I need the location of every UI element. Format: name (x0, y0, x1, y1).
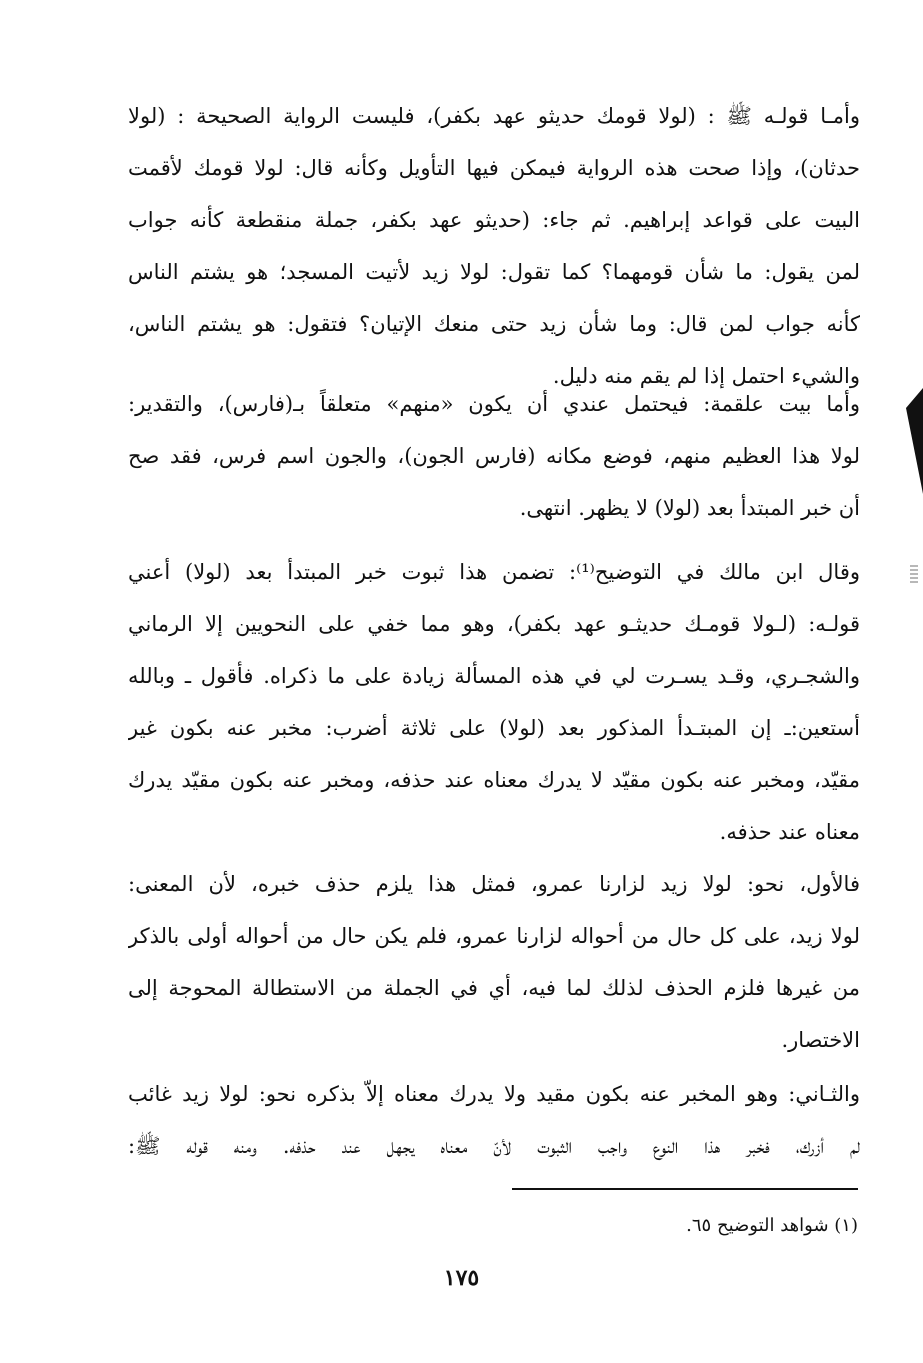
text-line: لمن يقول: ما شأن قومهما؟ كما تقول: لولا زيد لأتيت المسجد؛ هو يشتم الناس (128, 260, 860, 284)
text-line: مقيّد، ومخبر عنه بكون مقيّد لا يدرك معناه عند حذفه، ومخبر عنه بكون مقيّد يدرك (128, 768, 860, 792)
text-line: الاختصار. (781, 1028, 860, 1052)
page-number: ١٧٥ (443, 1265, 480, 1291)
footnote: (١) شواهد التوضيح ٦٥. (686, 1215, 858, 1236)
text-line: أن خبر المبتدأ بعد (لولا) لا يظهر. انتهى. (519, 496, 860, 520)
paragraph-alqama-verse (128, 378, 860, 534)
text-line: والشجـري، وقـد يسـرت لي في هذه المسألة زيادة على ما ذكراه. فأقول ـ وبالله (128, 664, 860, 688)
text-line: لم أزرك، فخبر هذا النوع واجب الثبوت لأنّ معناه يجهل عند حذفه. ومنه قوله ﷺ: (128, 1134, 860, 1158)
text-line: أستعين:ـ إن المبتـدأ المذكور بعد (لولا) على ثلاثة أضرب: مخبر عنه بكون غير (128, 716, 860, 740)
text-line: وقال ابن مالك في التوضيح⁽¹⁾: تضمن هذا ثبوت خبر المبتدأ بعد (لولا) أعني (128, 560, 860, 584)
text-line: البيت على قواعد إبراهيم. ثم جاء: (حديثو عهد بكفر، جملة منقطعة كأنه جواب (128, 208, 860, 232)
text-line: لولا هذا العظيم منهم، فوضع مكانه (فارس الجون)، والجون اسم فرس، فقد صح (128, 444, 860, 468)
text-line: قولـه: (لـولا قومـك حديثـو عهد بكفر)، وهو مما خفي على النحويين إلا الرماني (128, 612, 860, 636)
page-edge-mark (906, 388, 923, 494)
text-line: كأنه جواب لمن قال: وما شأن زيد حتى منعك الإتيان؟ فتقول: هو يشتم الناس، (128, 312, 860, 336)
text-line: لولا زيد، على كل حال من أحواله لزارنا عمرو، فلم يكن حال من أحواله أولى بالذكر (128, 924, 860, 948)
text-line: وأمـا قولـه ﷺ : (لولا قومك حديثو عهد بكفر)، فليست الرواية الصحيحة : (لولا (128, 104, 860, 128)
text-line: حدثان)، وإذا صحت هذه الرواية فيمكن فيها التأويل وكأنه قال: لولا قومك لأقمت (128, 156, 860, 180)
paragraph-lawla-hadith (128, 90, 860, 402)
paragraph-ibn-malik (128, 546, 860, 858)
text-line: من غيرها فلزم الحذف لذلك لما فيه، أي في الجملة من الاستطالة المحوجة إلى (128, 976, 860, 1000)
text-line: وأما بيت علقمة: فيحتمل عندي أن يكون «منهم» متعلقاً بـ(فارس)، والتقدير: (128, 392, 860, 416)
text-line: والشيء احتمل إذا لم يقم منه دليل. (552, 364, 860, 388)
footnote-separator (512, 1188, 858, 1190)
paragraph-first-type (128, 858, 860, 1066)
paragraph-second-type (128, 1068, 860, 1172)
page-edge-speck (910, 565, 918, 583)
text-line: والثـاني: وهو المخبر عنه بكون مقيد ولا يدرك معناه إلاّ بذكره نحو: لولا زيد غائب (128, 1082, 860, 1106)
text-line: معناه عند حذفه. (719, 820, 860, 844)
text-line: فالأول، نحو: لولا زيد لزارنا عمرو، فمثل هذا يلزم حذف خبره، لأن المعنى: (128, 872, 860, 896)
